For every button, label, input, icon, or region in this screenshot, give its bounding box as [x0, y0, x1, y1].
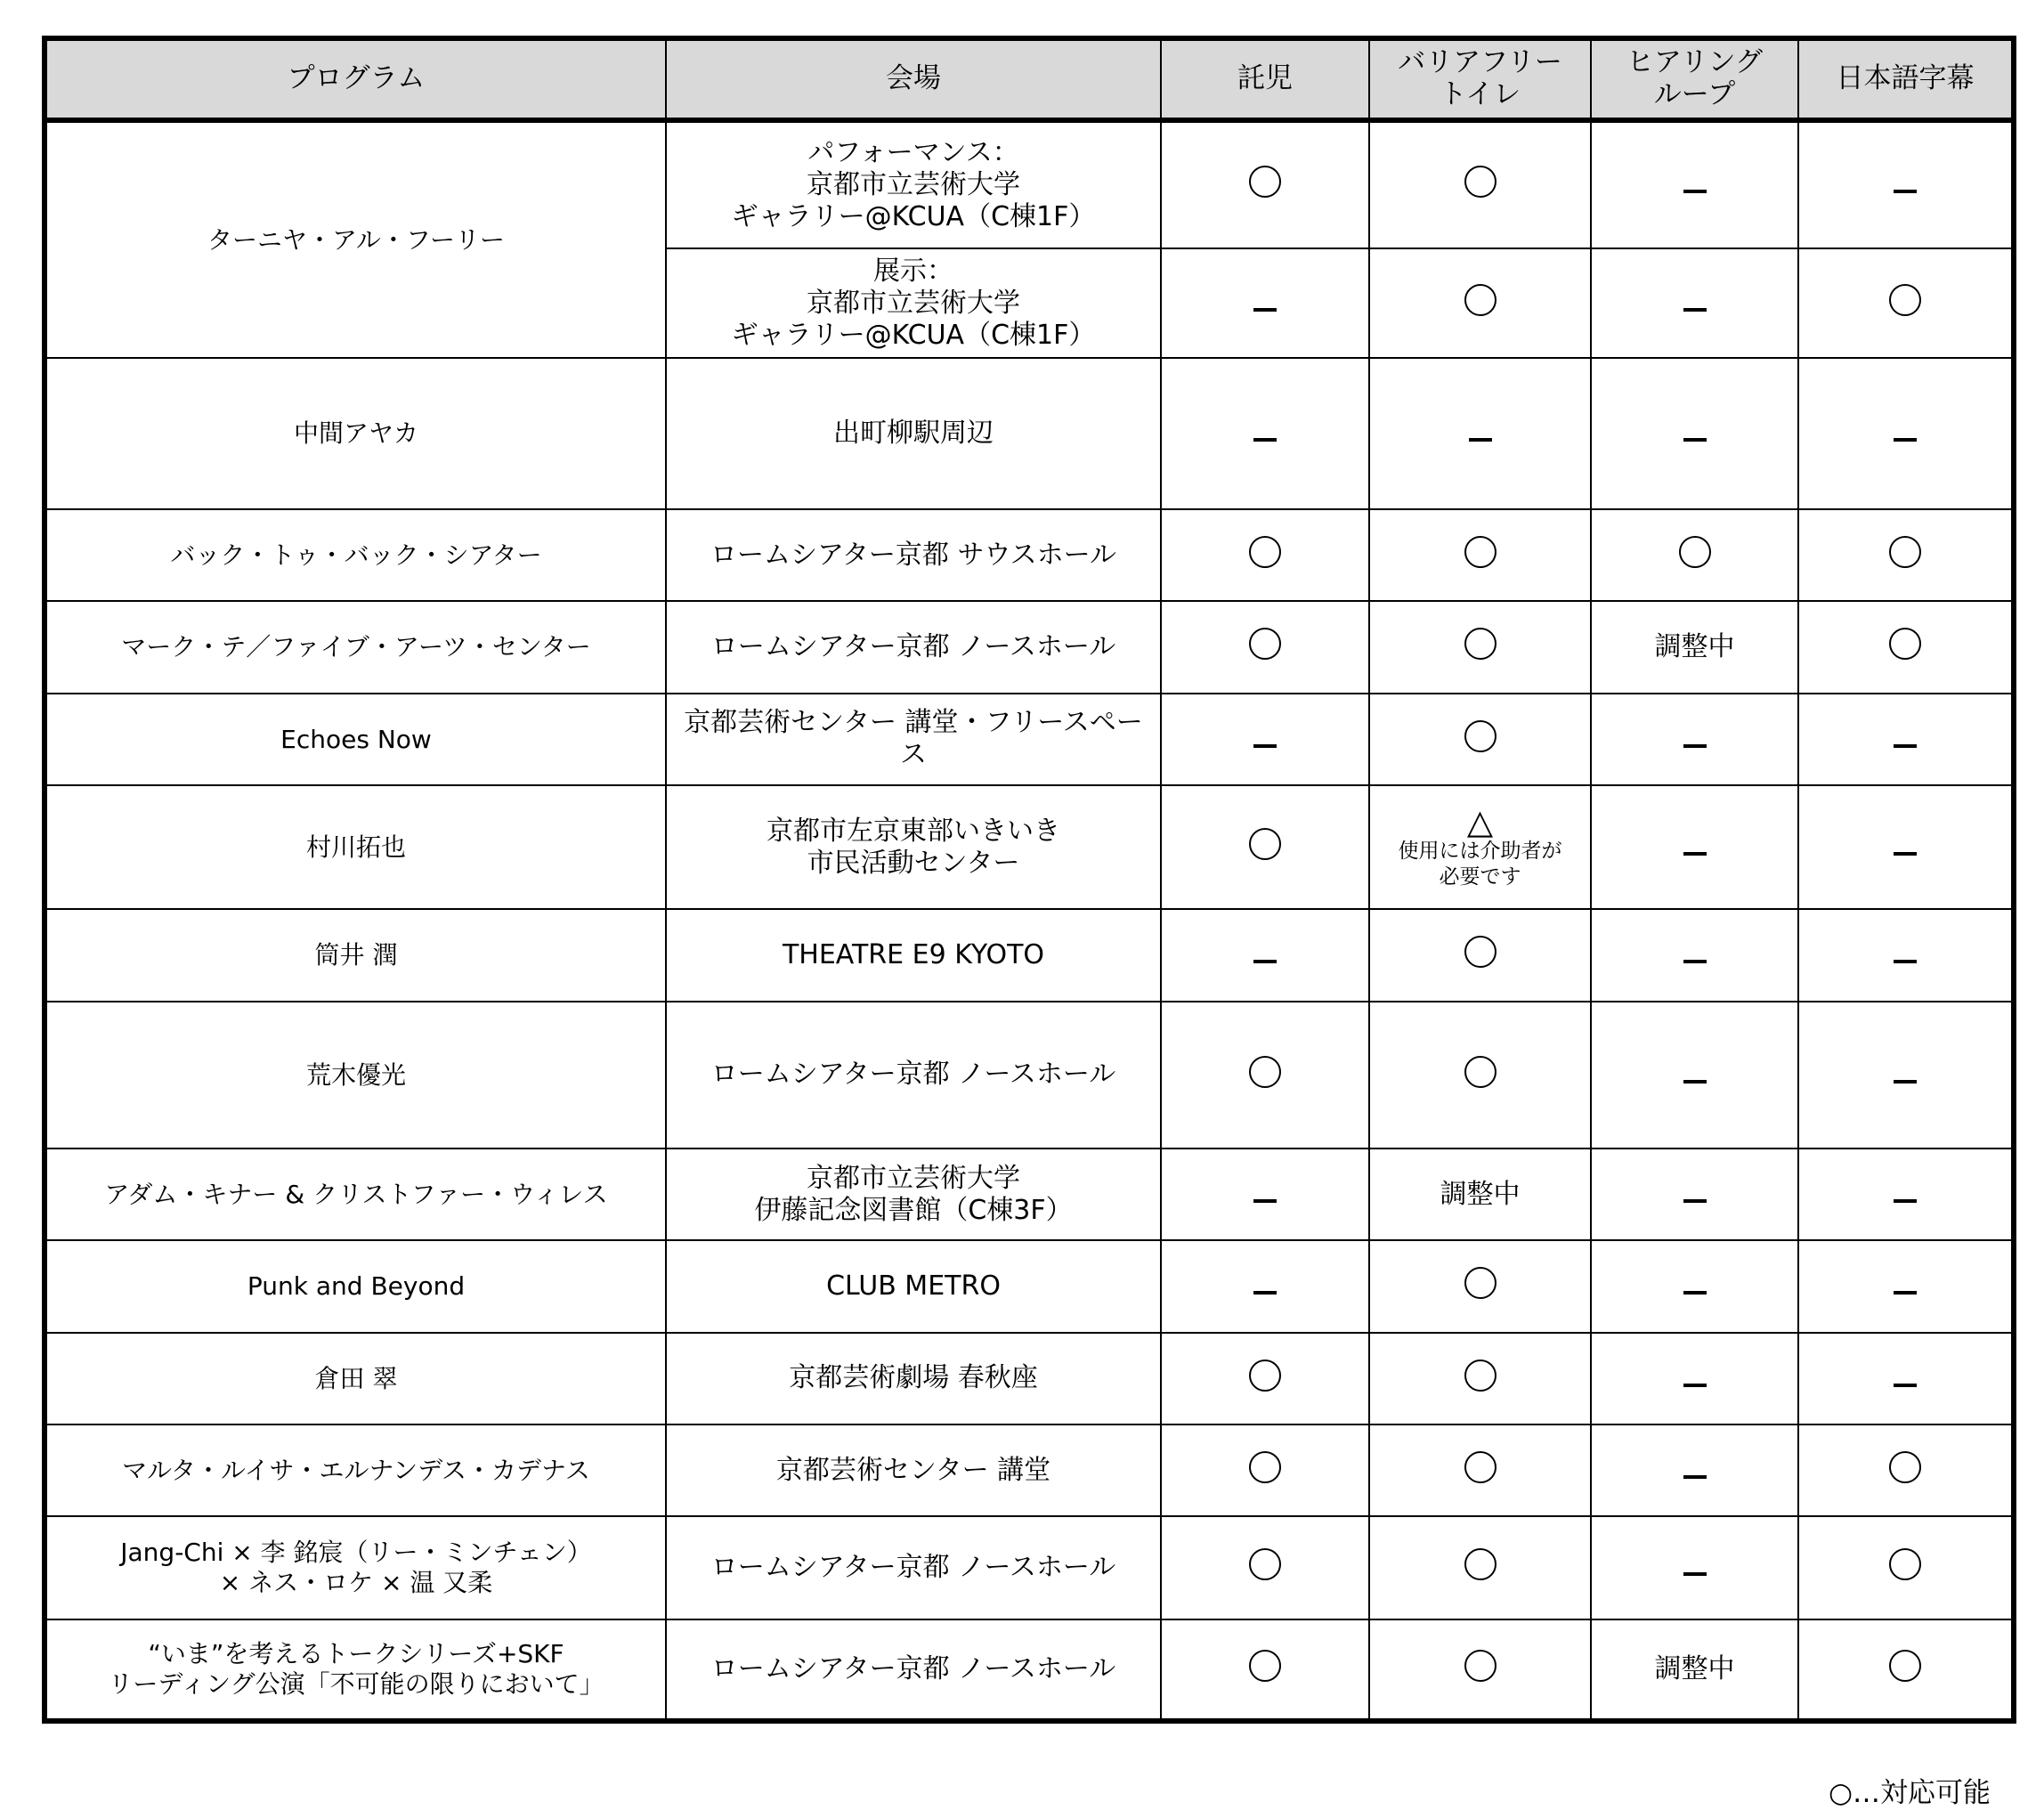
unavailable-dash-icon: [1683, 1384, 1707, 1387]
available-circle-icon: [1464, 166, 1496, 198]
subtitles-cell: [1798, 509, 2014, 601]
hearing-loop-cell: [1591, 1148, 1798, 1240]
venue-cell: ロームシアター京都 ノースホール: [666, 601, 1161, 693]
available-circle-icon: [1249, 628, 1281, 660]
childcare-cell: [1161, 1516, 1369, 1619]
available-circle-icon: [1889, 628, 1921, 660]
unavailable-dash-icon: [1683, 1291, 1707, 1295]
hearing-loop-cell: [1591, 248, 1798, 357]
unavailable-dash-icon: [1894, 744, 1917, 748]
venue-cell: 展示： 京都市立芸術大学 ギャラリー@KCUA（C棟1F）: [666, 248, 1161, 357]
childcare-cell: [1161, 1619, 1369, 1721]
program-cell: 筒井 潤: [45, 909, 666, 1001]
unavailable-dash-icon: [1683, 1199, 1707, 1203]
header-japanese-subtitles: 日本語字幕: [1798, 38, 2014, 120]
unavailable-dash-icon: [1683, 308, 1707, 312]
program-cell: 村川拓也: [45, 785, 666, 909]
hearing-loop-cell: [1591, 120, 1798, 248]
program-cell: Jang-Chi × 李 銘宸（リー・ミンチェン） × ネス・ロケ × 温 又柔: [45, 1516, 666, 1619]
unavailable-dash-icon: [1894, 960, 1917, 963]
subtitles-cell: [1798, 1516, 2014, 1619]
program-cell: “いま”を考えるトークシリーズ+SKF リーディング公演「不可能の限りにおいて」: [45, 1619, 666, 1721]
venue-cell: 出町柳駅周辺: [666, 358, 1161, 509]
unavailable-dash-icon: [1683, 1572, 1707, 1576]
venue-cell: 京都芸術センター 講堂: [666, 1424, 1161, 1516]
available-circle-icon: [1464, 628, 1496, 660]
unavailable-dash-icon: [1253, 960, 1277, 963]
subtitles-cell: [1798, 1002, 2014, 1148]
unavailable-dash-icon: [1683, 1475, 1707, 1479]
hearing-loop-cell: [1591, 1240, 1798, 1332]
childcare-cell: [1161, 601, 1369, 693]
legend: ○…対応可能: [1828, 1777, 1991, 1809]
available-circle-icon: [1464, 936, 1496, 968]
subtitles-cell: [1798, 1148, 2014, 1240]
hearing-loop-cell: [1591, 1002, 1798, 1148]
available-circle-icon: [1464, 720, 1496, 752]
hearing-loop-cell: [1591, 694, 1798, 785]
table-row: [45, 1148, 2014, 1240]
subtitles-cell: [1798, 248, 2014, 357]
toilet-cell: [1369, 358, 1591, 509]
toilet-cell: [1369, 1240, 1591, 1332]
conditional-availability: [1398, 801, 1562, 890]
program-cell: ターニヤ・アル・フーリー: [45, 120, 666, 358]
unavailable-dash-icon: [1894, 1384, 1917, 1387]
table-row: [45, 1333, 2014, 1424]
venue-cell: パフォーマンス： 京都市立芸術大学 ギャラリー@KCUA（C棟1F）: [666, 120, 1161, 248]
table-row: [45, 1240, 2014, 1332]
subtitles-cell: [1798, 120, 2014, 248]
available-circle-icon: [1889, 536, 1921, 568]
unavailable-dash-icon: [1253, 308, 1277, 312]
subtitles-cell: [1798, 785, 2014, 909]
venue-cell: ロームシアター京都 サウスホール: [666, 509, 1161, 601]
available-circle-icon: [1249, 828, 1281, 860]
toilet-cell: [1369, 1002, 1591, 1148]
hearing-loop-cell: [1591, 1333, 1798, 1424]
header-childcare: 託児: [1161, 38, 1369, 120]
table-row: [45, 1619, 2014, 1721]
unavailable-dash-icon: [1683, 852, 1707, 856]
hearing-loop-cell: [1591, 509, 1798, 601]
toilet-cell: [1369, 785, 1591, 909]
unavailable-dash-icon: [1894, 852, 1917, 856]
header-program: プログラム: [45, 38, 666, 120]
venue-cell: 京都芸術劇場 春秋座: [666, 1333, 1161, 1424]
program-cell: Punk and Beyond: [45, 1240, 666, 1332]
table-row: [45, 1424, 2014, 1516]
table-row: [45, 909, 2014, 1001]
toilet-cell: [1369, 1424, 1591, 1516]
table-row: [45, 1516, 2014, 1619]
header-hearing-loop: ヒアリング ループ: [1591, 38, 1798, 120]
venue-cell: 京都芸術センター 講堂・フリースペース: [666, 694, 1161, 785]
available-circle-icon: [1889, 284, 1921, 316]
available-circle-icon: [1464, 1360, 1496, 1392]
table-row: [45, 694, 2014, 785]
childcare-cell: [1161, 120, 1369, 248]
available-circle-icon: [1249, 1650, 1281, 1682]
unavailable-dash-icon: [1894, 438, 1917, 442]
status-text: 調整中: [1440, 1178, 1521, 1210]
table-row: [45, 1002, 2014, 1148]
hearing-loop-cell: [1591, 785, 1798, 909]
childcare-cell: [1161, 1148, 1369, 1240]
hearing-loop-cell: [1591, 909, 1798, 1001]
hearing-loop-cell: [1591, 1516, 1798, 1619]
available-circle-icon: [1249, 1360, 1281, 1392]
toilet-cell: [1369, 1333, 1591, 1424]
status-text: 調整中: [1654, 1652, 1735, 1684]
unavailable-dash-icon: [1683, 960, 1707, 963]
toilet-cell: [1369, 1516, 1591, 1619]
venue-cell: CLUB METRO: [666, 1240, 1161, 1332]
toilet-cell: [1369, 509, 1591, 601]
program-cell: 中間アヤカ: [45, 358, 666, 509]
subtitles-cell: [1798, 694, 2014, 785]
toilet-cell: [1369, 601, 1591, 693]
subtitles-cell: [1798, 909, 2014, 1001]
available-circle-icon: [1249, 536, 1281, 568]
subtitles-cell: [1798, 1333, 2014, 1424]
accessibility-table: [42, 36, 2016, 1724]
table-row: [45, 509, 2014, 601]
toilet-cell: [1369, 120, 1591, 248]
unavailable-dash-icon: [1253, 1291, 1277, 1295]
available-circle-icon: [1249, 1451, 1281, 1483]
program-cell: マルタ・ルイサ・エルナンデス・カデナス: [45, 1424, 666, 1516]
table-row: [45, 601, 2014, 693]
header-venue: 会場: [666, 38, 1161, 120]
venue-cell: THEATRE E9 KYOTO: [666, 909, 1161, 1001]
status-text: 調整中: [1654, 631, 1735, 663]
toilet-note: 使用には介助者が 必要です: [1398, 839, 1562, 889]
unavailable-dash-icon: [1683, 438, 1707, 442]
available-circle-icon: [1464, 284, 1496, 316]
hearing-loop-cell: [1591, 358, 1798, 509]
childcare-cell: [1161, 909, 1369, 1001]
unavailable-dash-icon: [1253, 744, 1277, 748]
childcare-cell: [1161, 1002, 1369, 1148]
childcare-cell: [1161, 785, 1369, 909]
program-cell: 荒木優光: [45, 1002, 666, 1148]
toilet-cell: [1369, 248, 1591, 357]
childcare-cell: [1161, 1240, 1369, 1332]
available-circle-icon: [1464, 1650, 1496, 1682]
childcare-cell: [1161, 509, 1369, 601]
available-circle-icon: [1889, 1650, 1921, 1682]
triangle-icon: △: [1466, 801, 1494, 841]
available-circle-icon: [1249, 1548, 1281, 1580]
table-row: [45, 785, 2014, 909]
childcare-cell: [1161, 1424, 1369, 1516]
available-circle-icon: [1464, 1451, 1496, 1483]
program-cell: 倉田 翠: [45, 1333, 666, 1424]
childcare-cell: [1161, 358, 1369, 509]
hearing-loop-cell: [1591, 601, 1798, 693]
program-cell: バック・トゥ・バック・シアター: [45, 509, 666, 601]
unavailable-dash-icon: [1894, 1080, 1917, 1084]
header-row: [45, 38, 2014, 120]
toilet-cell: [1369, 1148, 1591, 1240]
subtitles-cell: [1798, 601, 2014, 693]
available-circle-icon: [1464, 1267, 1496, 1299]
available-circle-icon: [1464, 536, 1496, 568]
venue-cell: 京都市立芸術大学 伊藤記念図書館（C棟3F）: [666, 1148, 1161, 1240]
toilet-cell: [1369, 909, 1591, 1001]
unavailable-dash-icon: [1253, 1199, 1277, 1203]
childcare-cell: [1161, 694, 1369, 785]
unavailable-dash-icon: [1253, 438, 1277, 442]
program-cell: Echoes Now: [45, 694, 666, 785]
subtitles-cell: [1798, 1619, 2014, 1721]
subtitles-cell: [1798, 1424, 2014, 1516]
available-circle-icon: [1464, 1548, 1496, 1580]
unavailable-dash-icon: [1683, 190, 1707, 193]
table-body: [45, 120, 2014, 1721]
hearing-loop-cell: [1591, 1619, 1798, 1721]
childcare-cell: [1161, 1333, 1369, 1424]
toilet-cell: [1369, 1619, 1591, 1721]
program-cell: マーク・テ／ファイブ・アーツ・センター: [45, 601, 666, 693]
unavailable-dash-icon: [1894, 190, 1917, 193]
venue-cell: ロームシアター京都 ノースホール: [666, 1619, 1161, 1721]
toilet-cell: [1369, 694, 1591, 785]
available-circle-icon: [1249, 166, 1281, 198]
subtitles-cell: [1798, 1240, 2014, 1332]
venue-cell: ロームシアター京都 ノースホール: [666, 1002, 1161, 1148]
subtitles-cell: [1798, 358, 2014, 509]
unavailable-dash-icon: [1469, 438, 1492, 442]
unavailable-dash-icon: [1894, 1291, 1917, 1295]
available-circle-icon: [1679, 536, 1711, 568]
available-circle-icon: [1889, 1451, 1921, 1483]
table-row: [45, 120, 2014, 248]
venue-cell: ロームシアター京都 ノースホール: [666, 1516, 1161, 1619]
program-cell: アダム・キナー & クリストファー・ウィレス: [45, 1148, 666, 1240]
table-row: [45, 358, 2014, 509]
available-circle-icon: [1464, 1056, 1496, 1088]
unavailable-dash-icon: [1683, 1080, 1707, 1084]
hearing-loop-cell: [1591, 1424, 1798, 1516]
available-circle-icon: [1889, 1548, 1921, 1580]
header-barrier-free-toilet: バリアフリー トイレ: [1369, 38, 1591, 120]
unavailable-dash-icon: [1894, 1199, 1917, 1203]
venue-cell: 京都市左京東部いきいき 市民活動センター: [666, 785, 1161, 909]
available-circle-icon: [1249, 1056, 1281, 1088]
unavailable-dash-icon: [1683, 744, 1707, 748]
childcare-cell: [1161, 248, 1369, 357]
